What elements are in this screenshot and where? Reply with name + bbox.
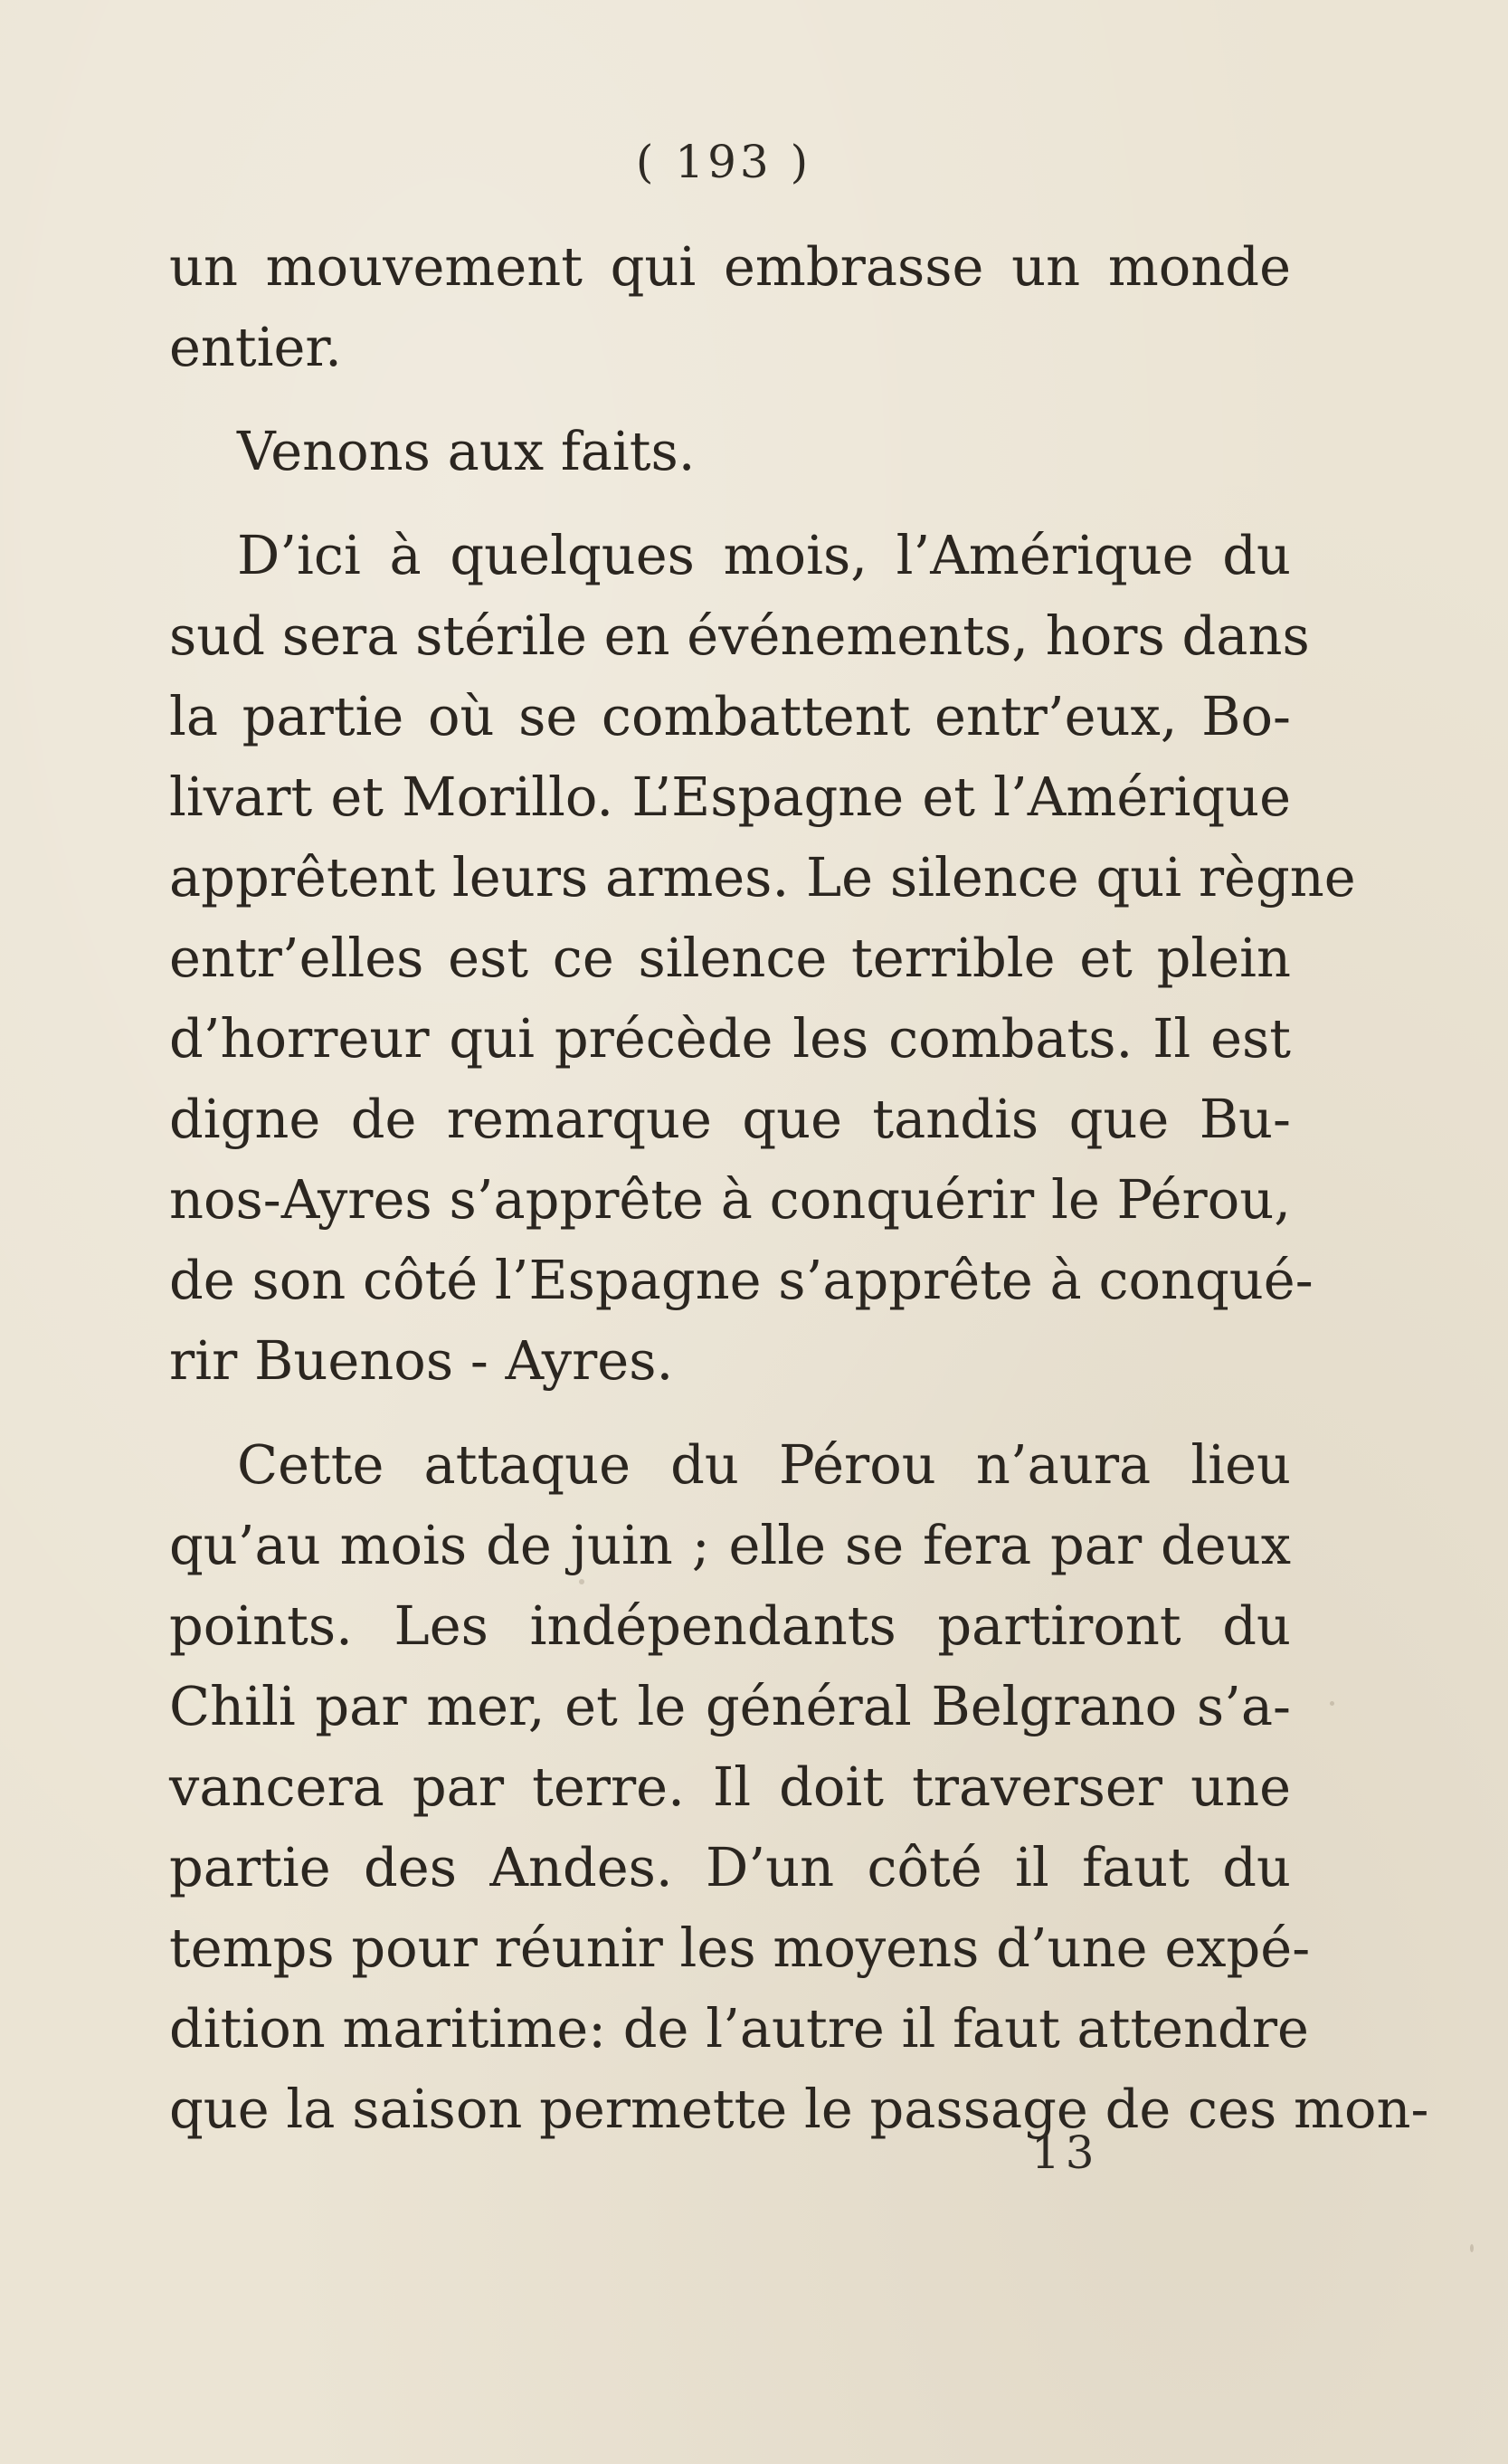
text-line: partie des Andes. D’un côté il faut du — [169, 1836, 1291, 1898]
text-line: apprêtent leurs armes. Le silence qui règne — [169, 846, 1356, 909]
text-line: temps pour réunir les moyens d’une expé- — [169, 1917, 1311, 1979]
paragraph-gap — [169, 491, 1291, 515]
page-number-header: ( 193 ) — [635, 136, 812, 188]
text-line: livart et Morillo. L’Espagne et l’Amérique — [169, 766, 1291, 828]
text-line: d’horreur qui précède les combats. Il est — [169, 1007, 1291, 1070]
signature-mark: 13 — [1031, 2126, 1100, 2179]
text-line: Venons aux faits. — [237, 420, 696, 482]
text-line: qu’au mois de juin ; elle se fera par deux — [169, 1514, 1291, 1576]
text-line: vancera par terre. Il doit traverser une — [169, 1755, 1291, 1818]
paper-fleck — [579, 1579, 584, 1584]
paper-fleck — [1470, 2244, 1474, 2252]
text-line: nos-Ayres s’apprête à conquérir le Pérou, — [169, 1168, 1291, 1231]
paragraph-gap — [169, 387, 1291, 411]
text-line: de son côté l’Espagne s’apprête à conqué- — [169, 1249, 1314, 1311]
text-line: dition maritime: de l’autre il faut attendre — [169, 1997, 1309, 2060]
text-line: Chili par mer, et le général Belgrano s’a- — [169, 1675, 1291, 1737]
text-line: entier. — [169, 316, 342, 378]
text-line: D’ici à quelques mois, l’Amérique du — [237, 524, 1291, 586]
text-line: points. Les indépendants partiront du — [169, 1594, 1291, 1657]
text-line: sud sera stérile en événements, hors dans — [169, 604, 1310, 667]
text-line: un mouvement qui embrasse un monde — [169, 235, 1291, 298]
text-line: digne de remarque que tandis que Bu- — [169, 1088, 1291, 1150]
text-line: la partie où se combattent entr’eux, Bo- — [169, 685, 1291, 747]
text-line: entr’elles est ce silence terrible et plein — [169, 927, 1291, 989]
paragraph-gap — [169, 1401, 1291, 1424]
text-line: Cette attaque du Pérou n’aura lieu — [237, 1433, 1291, 1496]
paper-fleck — [1330, 1701, 1334, 1706]
text-line: que la saison permette le passage de ces mon- — [169, 2078, 1429, 2140]
body-text — [169, 226, 1429, 2149]
text-line: rir Buenos - Ayres. — [169, 1329, 674, 1392]
